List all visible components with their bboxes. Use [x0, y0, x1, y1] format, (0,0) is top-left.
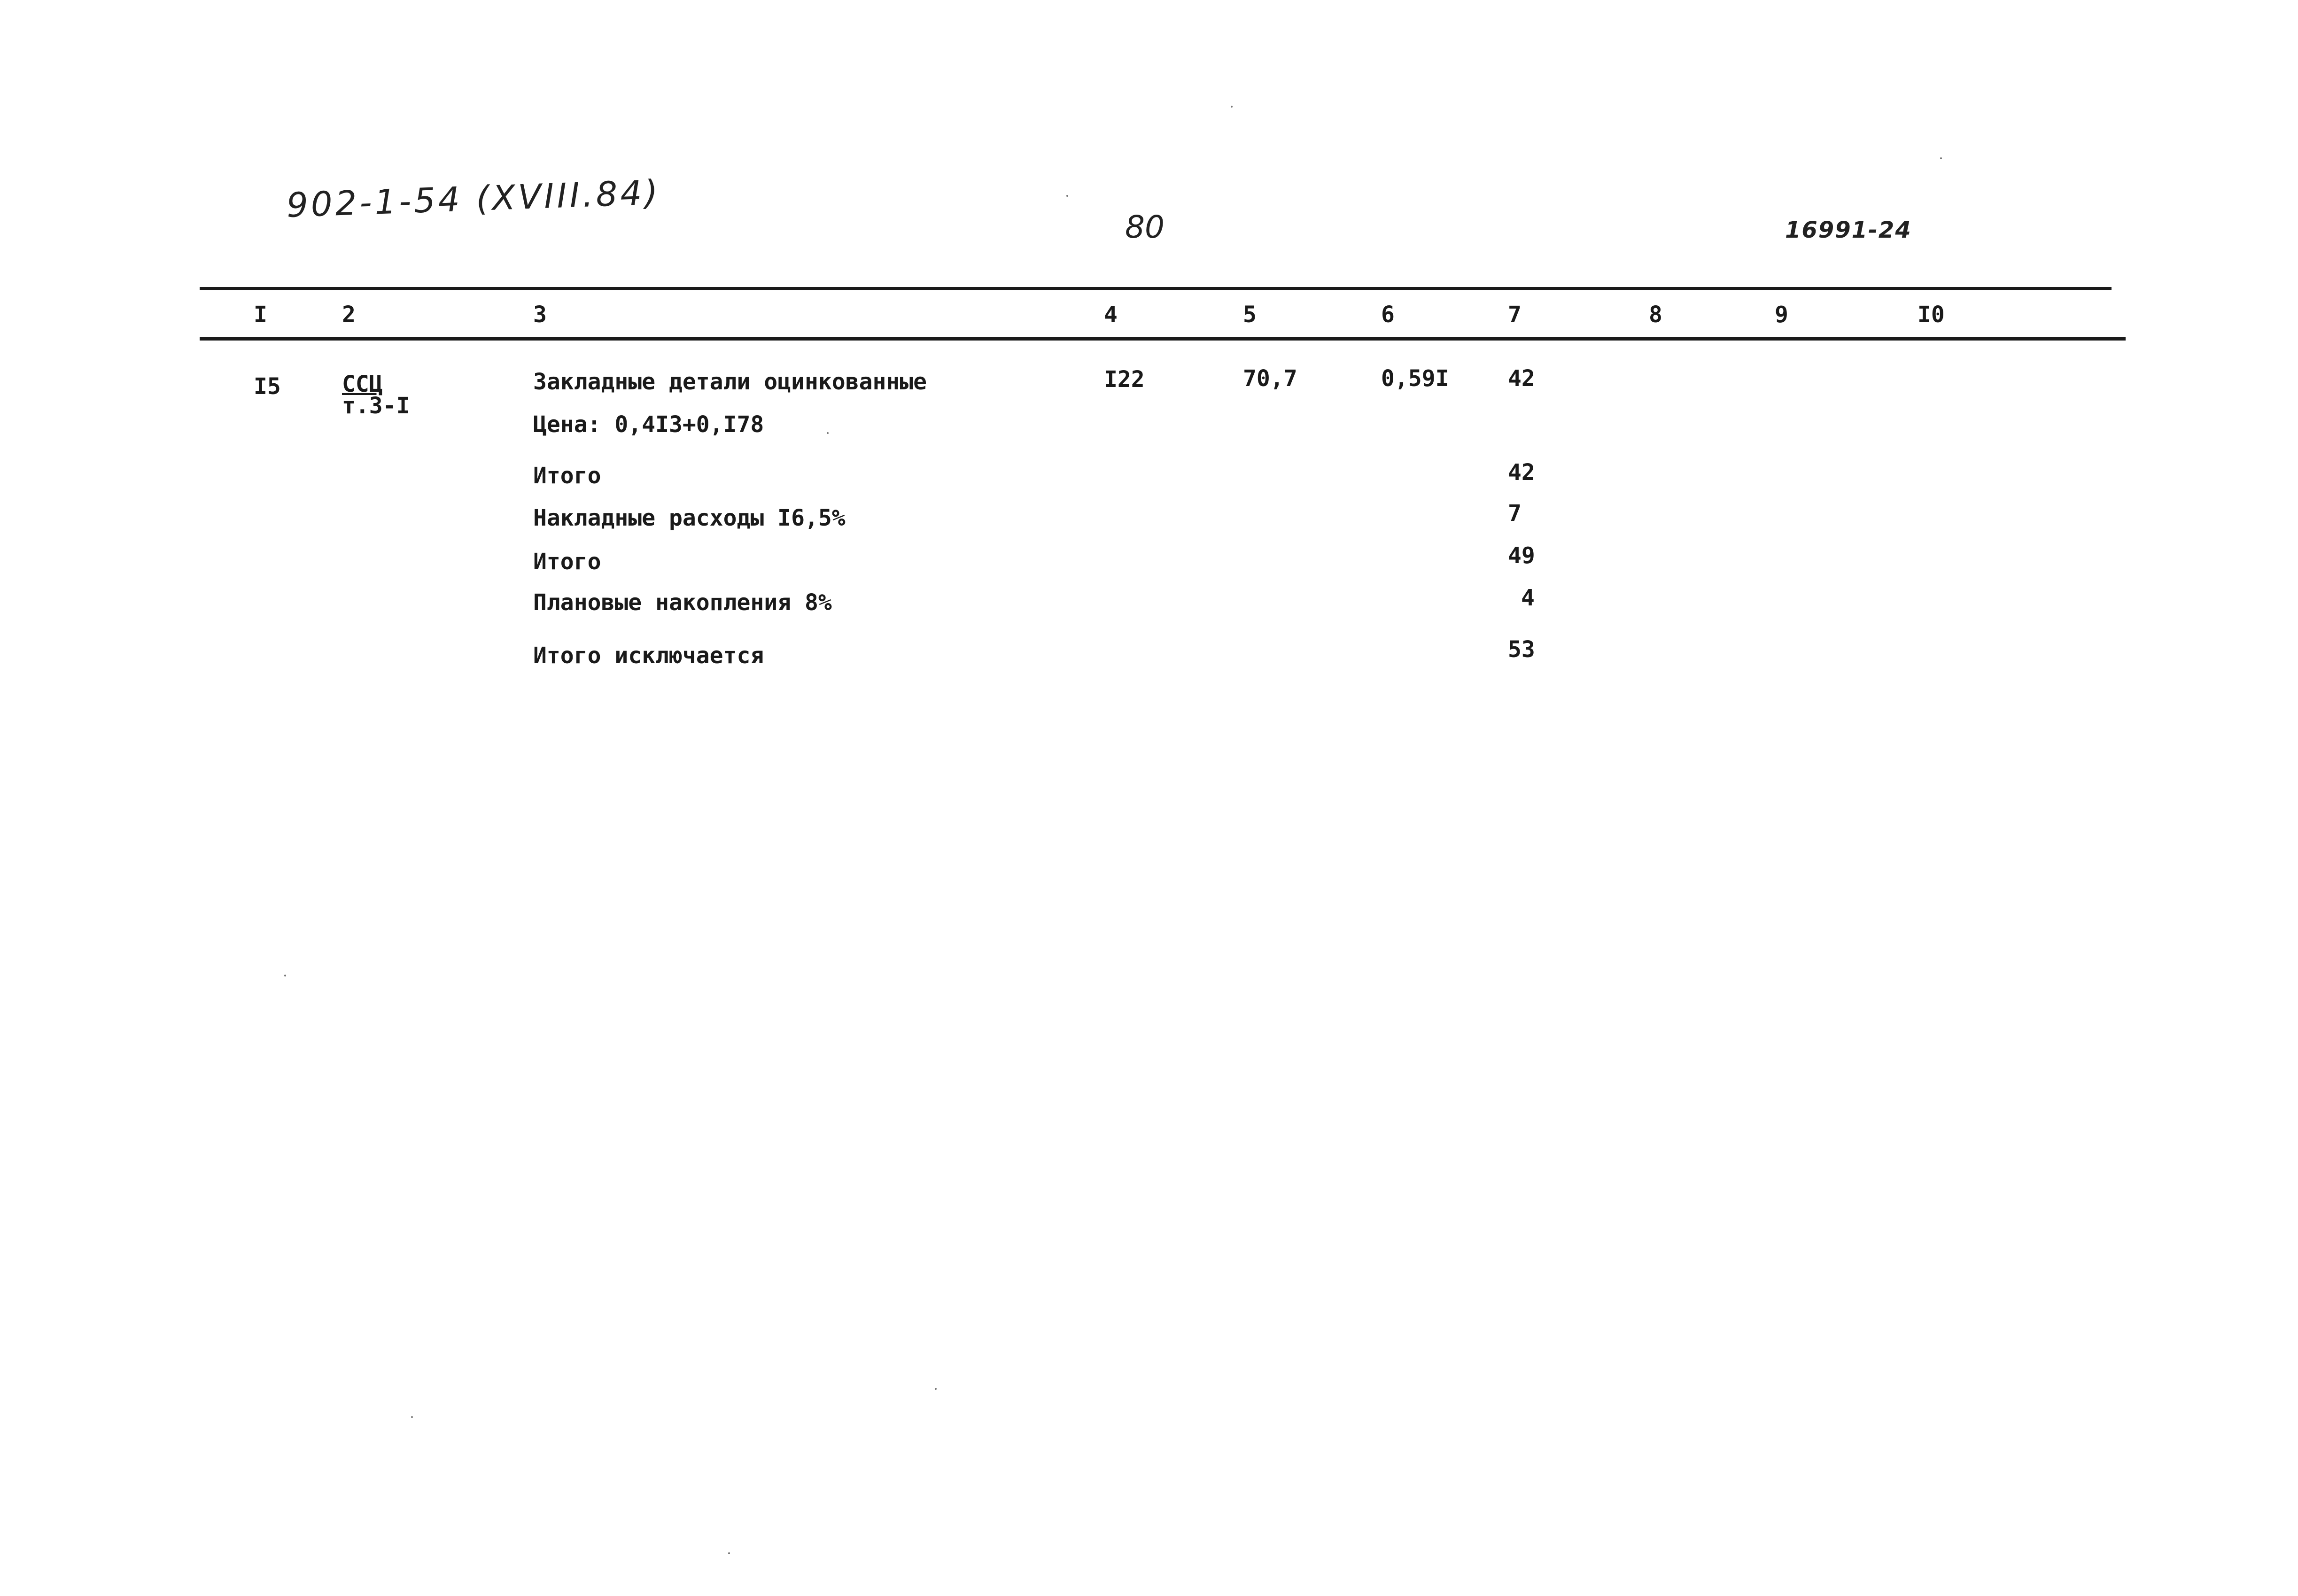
scan-speck [1940, 157, 1942, 159]
item-col6: 0,59I [1381, 365, 1449, 392]
column-header-3: 3 [533, 302, 547, 328]
sheet-code: 16991-24 [1785, 217, 1912, 243]
column-header-10: I0 [1918, 302, 1945, 328]
item-price-formula: Цена: 0,4I3+0,I78 [533, 411, 764, 438]
summary-label: Накладные расходы I6,5% [533, 505, 846, 531]
item-number: I5 [254, 373, 281, 400]
summary-value: 4 [1521, 585, 1535, 611]
summary-label: Плановые накопления 8% [533, 589, 832, 616]
scan-speck [728, 1552, 730, 1554]
document-code: 902-1-54 (XVIII.84) [286, 172, 661, 225]
item-name: Закладные детали оцинкованные [533, 369, 927, 395]
summary-label: Итого [533, 463, 601, 489]
column-header-9: 9 [1775, 302, 1788, 328]
column-header-6: 6 [1381, 302, 1395, 328]
table-header-rule [200, 337, 2126, 341]
column-header-8: 8 [1649, 302, 1662, 328]
item-source-table: т.3-I [342, 393, 410, 419]
scan-speck [284, 975, 286, 976]
column-header-7: 7 [1508, 302, 1522, 328]
summary-label: Итого [533, 549, 601, 575]
summary-value: 53 [1508, 636, 1535, 663]
item-quantity: I22 [1104, 366, 1145, 393]
summary-value: 42 [1508, 459, 1535, 486]
scan-speck [411, 1416, 413, 1418]
summary-value: 7 [1508, 500, 1522, 527]
item-source-ref: ССЦ [342, 371, 383, 397]
column-header-2: 2 [342, 302, 356, 328]
scan-speck [1066, 195, 1068, 197]
column-header-1: I [254, 302, 267, 328]
column-header-4: 4 [1104, 302, 1118, 328]
scan-speck [827, 432, 829, 434]
summary-label: Итого исключается [533, 643, 764, 669]
item-unit-cost: 70,7 [1243, 365, 1297, 392]
summary-value: 49 [1508, 542, 1535, 569]
scan-speck [1231, 106, 1233, 108]
column-header-5: 5 [1243, 302, 1257, 328]
item-total: 42 [1508, 365, 1535, 392]
page-number: 80 [1125, 209, 1165, 245]
table-top-rule [200, 287, 2112, 290]
scan-speck [935, 1388, 937, 1390]
